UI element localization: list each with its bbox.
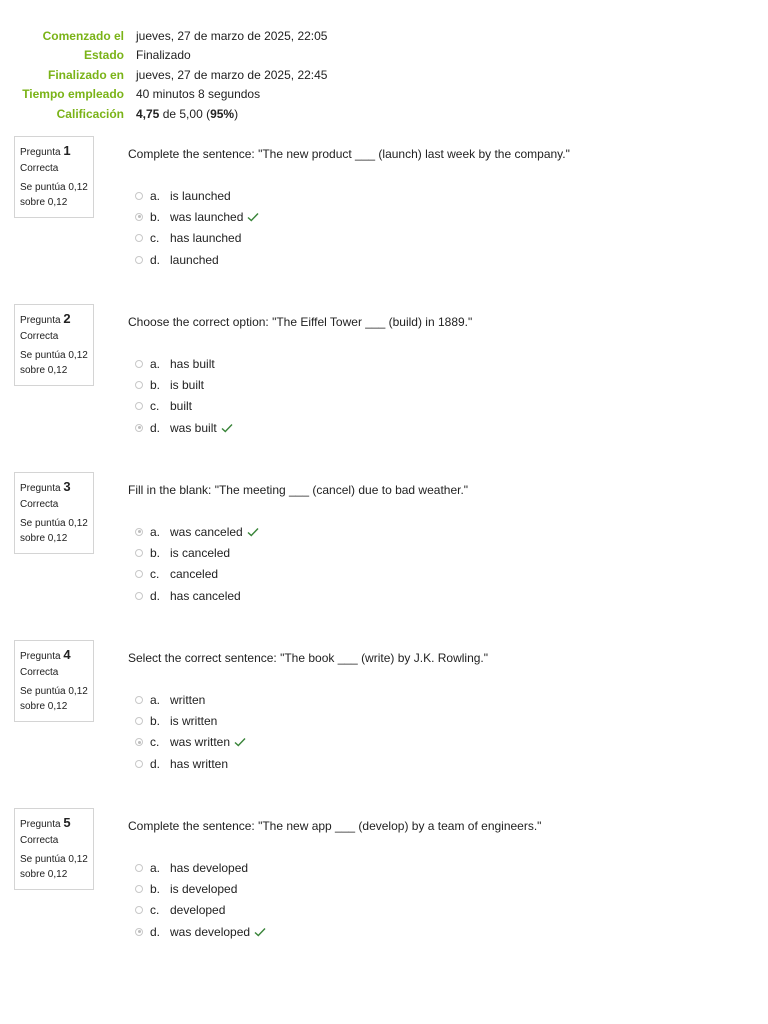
question-info bbox=[14, 304, 94, 386]
question-grade bbox=[20, 852, 88, 882]
question-grade-line1: Se puntúa 0,12 bbox=[20, 350, 88, 361]
answer-list bbox=[135, 185, 259, 270]
answer-letter: d. bbox=[150, 252, 161, 267]
question-info bbox=[14, 640, 94, 722]
answer-text: is developed bbox=[170, 881, 238, 896]
radio-button[interactable] bbox=[135, 760, 143, 768]
answer-list bbox=[135, 689, 246, 774]
question-1 bbox=[14, 136, 754, 276]
answer-option[interactable] bbox=[135, 900, 266, 921]
summary-value: Finalizado bbox=[136, 48, 191, 63]
correct-check-icon bbox=[254, 927, 266, 937]
answer-text: has built bbox=[170, 356, 215, 371]
summary-row-grade bbox=[0, 104, 768, 124]
answer-text: launched bbox=[170, 252, 219, 267]
summary-label: Tiempo empleado bbox=[22, 87, 124, 102]
question-grade-line2: sobre 0,12 bbox=[20, 197, 68, 208]
grade-total: de 5,00 ( bbox=[162, 106, 211, 121]
question-text: Fill in the blank: "The meeting ___ (cancel) due to bad weather." bbox=[128, 483, 469, 497]
answer-letter: d. bbox=[150, 420, 161, 435]
radio-button[interactable] bbox=[135, 885, 143, 893]
summary-value: 40 minutos 8 segundos bbox=[136, 87, 261, 102]
radio-button[interactable] bbox=[135, 381, 143, 389]
answer-option[interactable] bbox=[135, 585, 259, 606]
answer-option[interactable] bbox=[135, 374, 233, 395]
question-grade-line1: Se puntúa 0,12 bbox=[20, 686, 88, 697]
answer-text: was launched bbox=[170, 209, 244, 224]
question-prefix: Pregunta bbox=[20, 315, 61, 326]
question-state: Correcta bbox=[20, 835, 59, 846]
grade-percent: 95% bbox=[210, 106, 235, 121]
answer-letter: b. bbox=[150, 545, 161, 560]
answer-option[interactable] bbox=[135, 249, 259, 270]
answer-letter: b. bbox=[150, 209, 161, 224]
answer-letter: c. bbox=[150, 567, 160, 582]
summary-row-time bbox=[0, 85, 768, 105]
question-grade-line1: Se puntúa 0,12 bbox=[20, 182, 88, 193]
answer-letter: a. bbox=[150, 860, 161, 875]
radio-button[interactable] bbox=[135, 592, 143, 600]
answer-option[interactable] bbox=[135, 732, 246, 753]
radio-button[interactable] bbox=[135, 424, 143, 432]
question-grade bbox=[20, 684, 88, 714]
answer-text: has developed bbox=[170, 860, 249, 875]
question-4 bbox=[14, 640, 754, 780]
question-info bbox=[14, 136, 94, 218]
answer-letter: d. bbox=[150, 756, 161, 771]
question-grade-line2: sobre 0,12 bbox=[20, 365, 68, 376]
summary-value: jueves, 27 de marzo de 2025, 22:45 bbox=[136, 67, 328, 82]
answer-option[interactable] bbox=[135, 710, 246, 731]
question-grade bbox=[20, 516, 88, 546]
radio-button[interactable] bbox=[135, 549, 143, 557]
question-number bbox=[20, 311, 88, 326]
radio-button[interactable] bbox=[135, 864, 143, 872]
question-state: Correcta bbox=[20, 163, 59, 174]
question-prefix: Pregunta bbox=[20, 819, 61, 830]
answer-text: developed bbox=[170, 903, 226, 918]
answer-letter: b. bbox=[150, 713, 161, 728]
answer-option[interactable] bbox=[135, 521, 259, 542]
question-number-value: 4 bbox=[63, 647, 71, 662]
summary-row-started bbox=[0, 26, 768, 46]
radio-button[interactable] bbox=[135, 192, 143, 200]
question-info bbox=[14, 472, 94, 554]
question-prefix: Pregunta bbox=[20, 651, 61, 662]
radio-button[interactable] bbox=[135, 906, 143, 914]
answer-option[interactable] bbox=[135, 878, 266, 899]
question-text: Complete the sentence: "The new app ___ (develop) by a team of engineers." bbox=[128, 819, 542, 833]
question-state: Correcta bbox=[20, 499, 59, 510]
correct-check-icon bbox=[247, 212, 259, 222]
radio-button[interactable] bbox=[135, 738, 143, 746]
question-3 bbox=[14, 472, 754, 612]
answer-letter: a. bbox=[150, 188, 161, 203]
correct-check-icon bbox=[247, 527, 259, 537]
answer-letter: c. bbox=[150, 903, 160, 918]
question-number bbox=[20, 143, 88, 158]
question-state: Correcta bbox=[20, 667, 59, 678]
attempt-summary bbox=[0, 26, 768, 124]
summary-label: Calificación bbox=[56, 106, 124, 121]
answer-text: written bbox=[170, 692, 206, 707]
question-text: Choose the correct option: "The Eiffel Tower ___ (build) in 1889." bbox=[128, 315, 473, 329]
question-grade bbox=[20, 180, 88, 210]
answer-option[interactable] bbox=[135, 921, 266, 942]
answer-text: is built bbox=[170, 377, 205, 392]
summary-value bbox=[136, 107, 238, 121]
grade-score: 4,75 bbox=[136, 106, 160, 121]
question-grade-line2: sobre 0,12 bbox=[20, 701, 68, 712]
summary-label: Comenzado el bbox=[42, 28, 124, 43]
question-number-value: 5 bbox=[63, 815, 71, 830]
radio-button[interactable] bbox=[135, 696, 143, 704]
answer-text: was built bbox=[170, 420, 217, 435]
answer-text: was developed bbox=[170, 924, 251, 939]
answer-option[interactable] bbox=[135, 857, 266, 878]
question-text: Select the correct sentence: "The book ___ (write) by J.K. Rowling." bbox=[128, 651, 489, 665]
answer-text: has written bbox=[170, 756, 229, 771]
question-grade bbox=[20, 348, 88, 378]
summary-row-state bbox=[0, 46, 768, 66]
answer-letter: a. bbox=[150, 524, 161, 539]
question-grade-line1: Se puntúa 0,12 bbox=[20, 518, 88, 529]
answer-text: has canceled bbox=[170, 588, 241, 603]
answer-letter: c. bbox=[150, 735, 160, 750]
correct-check-icon bbox=[234, 737, 246, 747]
answer-text: has launched bbox=[170, 231, 242, 246]
answer-text: canceled bbox=[170, 567, 219, 582]
summary-label: Estado bbox=[83, 48, 124, 63]
summary-value: jueves, 27 de marzo de 2025, 22:05 bbox=[136, 28, 328, 43]
question-info bbox=[14, 808, 94, 890]
answer-text: was canceled bbox=[170, 524, 243, 539]
question-state: Correcta bbox=[20, 331, 59, 342]
radio-button[interactable] bbox=[135, 402, 143, 410]
question-grade-line2: sobre 0,12 bbox=[20, 533, 68, 544]
radio-button[interactable] bbox=[135, 528, 143, 536]
answer-text: is launched bbox=[170, 188, 231, 203]
answer-option[interactable] bbox=[135, 206, 259, 227]
question-number-value: 3 bbox=[63, 479, 71, 494]
answer-option[interactable] bbox=[135, 564, 259, 585]
answer-option[interactable] bbox=[135, 542, 259, 563]
answer-option[interactable] bbox=[135, 753, 246, 774]
radio-button[interactable] bbox=[135, 256, 143, 264]
answer-option[interactable] bbox=[135, 689, 246, 710]
answer-letter: c. bbox=[150, 399, 160, 414]
radio-button[interactable] bbox=[135, 717, 143, 725]
question-text: Complete the sentence: "The new product ___ (launch) last week by the company." bbox=[128, 147, 570, 161]
question-number bbox=[20, 647, 88, 662]
answer-letter: d. bbox=[150, 588, 161, 603]
answer-letter: a. bbox=[150, 692, 161, 707]
radio-button[interactable] bbox=[135, 213, 143, 221]
answer-letter: c. bbox=[150, 231, 160, 246]
answer-text: built bbox=[170, 399, 193, 414]
answer-list bbox=[135, 353, 233, 438]
question-2 bbox=[14, 304, 754, 444]
answer-option[interactable] bbox=[135, 396, 233, 417]
grade-close: ) bbox=[234, 106, 239, 121]
answer-list bbox=[135, 857, 266, 942]
answer-letter: a. bbox=[150, 356, 161, 371]
summary-row-finished bbox=[0, 65, 768, 85]
answer-list bbox=[135, 521, 259, 606]
question-number-value: 2 bbox=[63, 311, 71, 326]
answer-text: is canceled bbox=[170, 545, 231, 560]
radio-button[interactable] bbox=[135, 928, 143, 936]
radio-button[interactable] bbox=[135, 234, 143, 242]
question-prefix: Pregunta bbox=[20, 147, 61, 158]
question-grade-line1: Se puntúa 0,12 bbox=[20, 854, 88, 865]
question-number-value: 1 bbox=[63, 143, 71, 158]
question-5 bbox=[14, 808, 754, 948]
question-number bbox=[20, 479, 88, 494]
answer-option[interactable] bbox=[135, 353, 233, 374]
answer-text: was written bbox=[170, 735, 231, 750]
question-grade-line2: sobre 0,12 bbox=[20, 869, 68, 880]
answer-option[interactable] bbox=[135, 228, 259, 249]
answer-letter: b. bbox=[150, 881, 161, 896]
question-number bbox=[20, 815, 88, 830]
answer-letter: d. bbox=[150, 924, 161, 939]
question-prefix: Pregunta bbox=[20, 483, 61, 494]
answer-text: is written bbox=[170, 713, 218, 728]
answer-letter: b. bbox=[150, 377, 161, 392]
radio-button[interactable] bbox=[135, 570, 143, 578]
correct-check-icon bbox=[221, 423, 233, 433]
answer-option[interactable] bbox=[135, 185, 259, 206]
summary-label: Finalizado en bbox=[47, 67, 124, 82]
answer-option[interactable] bbox=[135, 417, 233, 438]
radio-button[interactable] bbox=[135, 360, 143, 368]
